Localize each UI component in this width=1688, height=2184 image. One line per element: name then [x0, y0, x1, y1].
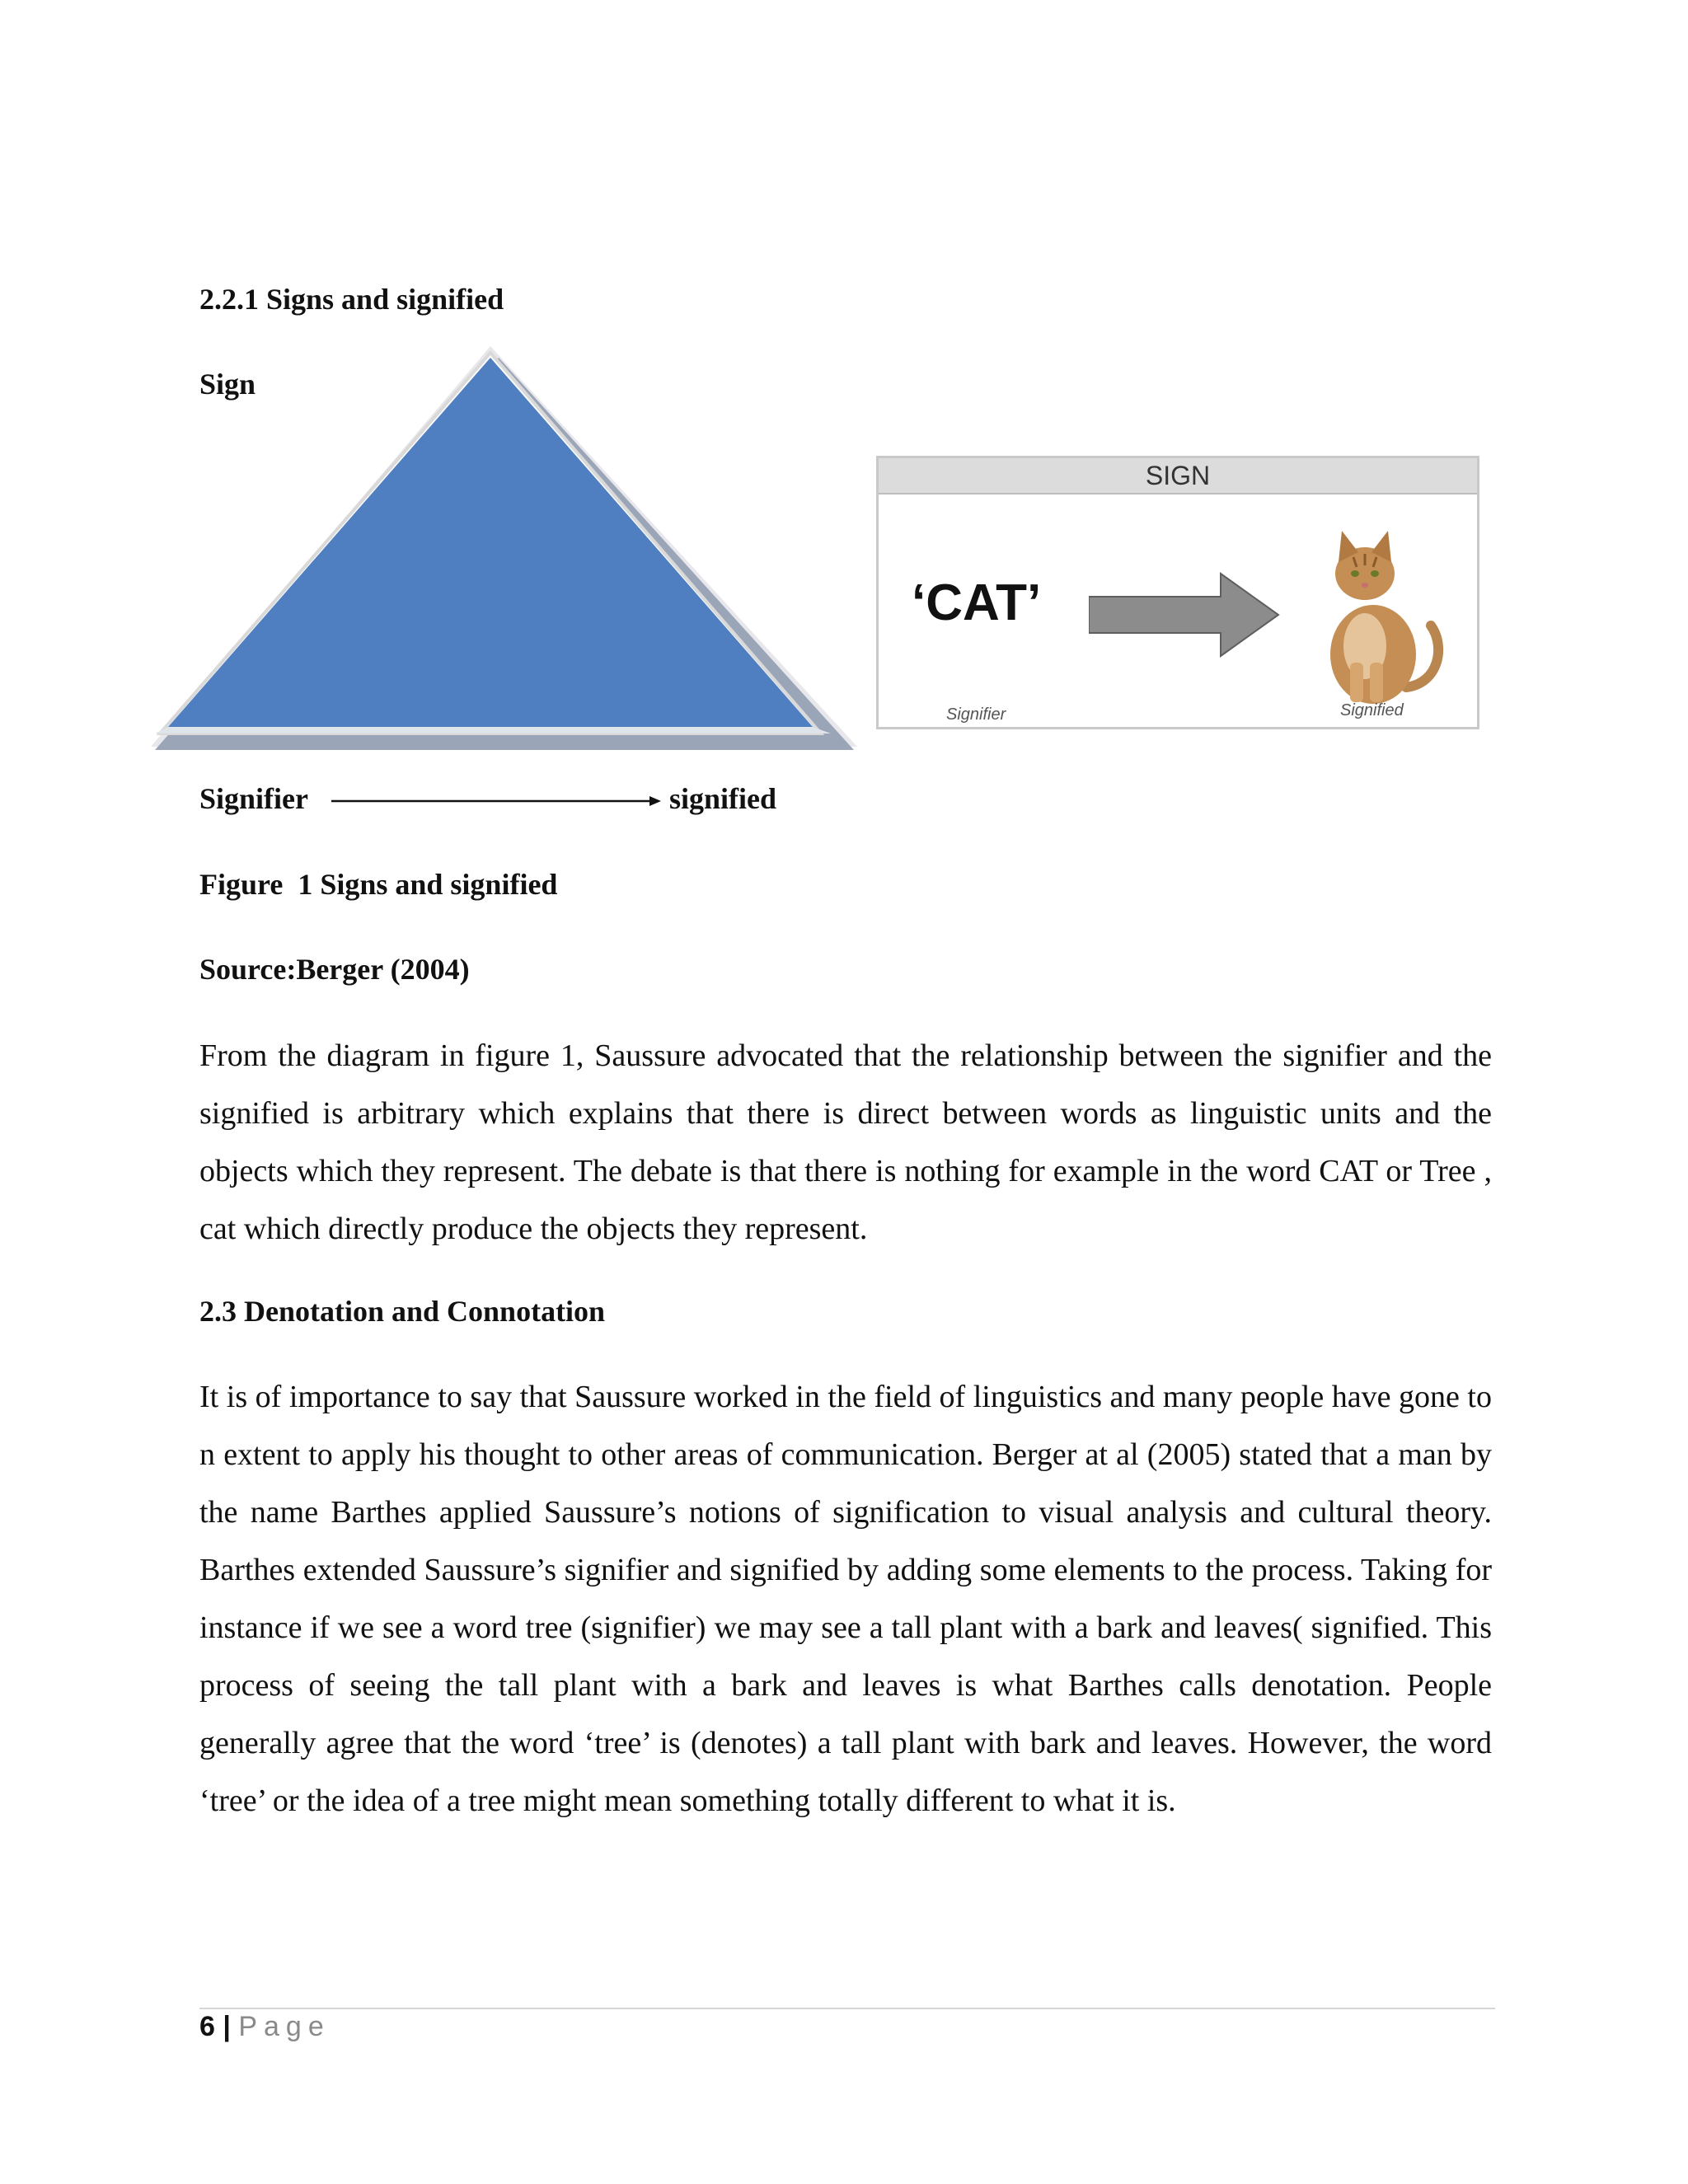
right-arrow-icon [1089, 572, 1280, 658]
sign-box-header: SIGN [879, 458, 1477, 494]
figure-source: Source:Berger (2004) [199, 953, 470, 986]
signifier-caption: Signifier [946, 705, 1006, 724]
figure-caption: Figure 1 Signs and signified [199, 868, 558, 901]
paragraph-1-text: From the diagram in figure 1, Saussure advocated that the relationship between the signifier and the signified is arbitrary which explains that there is direct between words as linguistic units and the objects which they represent. The debate is that there is nothing for example in the word CAT or Tree , cat which directly produce the objects they represent. [199, 1038, 1492, 1246]
page-separator: | [223, 2011, 231, 2042]
signifier-label: Signifier [199, 782, 308, 815]
sign-cat-figure [876, 456, 1479, 729]
section-heading: 2.2.1 Signs and signified [199, 283, 504, 316]
paragraph-2 [199, 1368, 1492, 1830]
triangle-fill [168, 358, 813, 727]
footer-divider [199, 2008, 1495, 2009]
signified-label: signified [669, 782, 777, 815]
page-label: Page [238, 2011, 331, 2042]
page-number: 6 [199, 2011, 215, 2042]
subheading-denotation: 2.3 Denotation and Connotation [199, 1295, 606, 1328]
paragraph-1 [199, 1027, 1492, 1258]
sign-triangle-diagram [138, 346, 857, 757]
page-footer [199, 2011, 331, 2043]
cat-image [1307, 523, 1447, 705]
paragraph-2-text: It is of importance to say that Saussure worked in the field of linguistics and many people have gone to n extent to apply his thought to other areas of communication. Berger at al (2005) stated that a man by the name Barthes applied Saussure’s notions of signification to visual analysis and cultural theory. Barthes extended Saussure’s signifier and signified by adding some elements to the process. Taking for instance if we see a word tree (signifier) we may see a tall plant with a bark and leaves( signified. This process of seeing the tall plant with a bark and leaves is what Barthes calls denotation. People generally agree that the word ‘tree’ is (denotes) a tall plant with bark and leaves. However, the word ‘tree’ or the idea of a tree might mean something totally different to what it is. [199, 1380, 1492, 1818]
signified-caption: Signified [1340, 701, 1404, 719]
cat-word: ‘CAT’ [912, 574, 1042, 631]
arrow-right-icon [331, 791, 661, 811]
sign-label: Sign [199, 368, 256, 401]
